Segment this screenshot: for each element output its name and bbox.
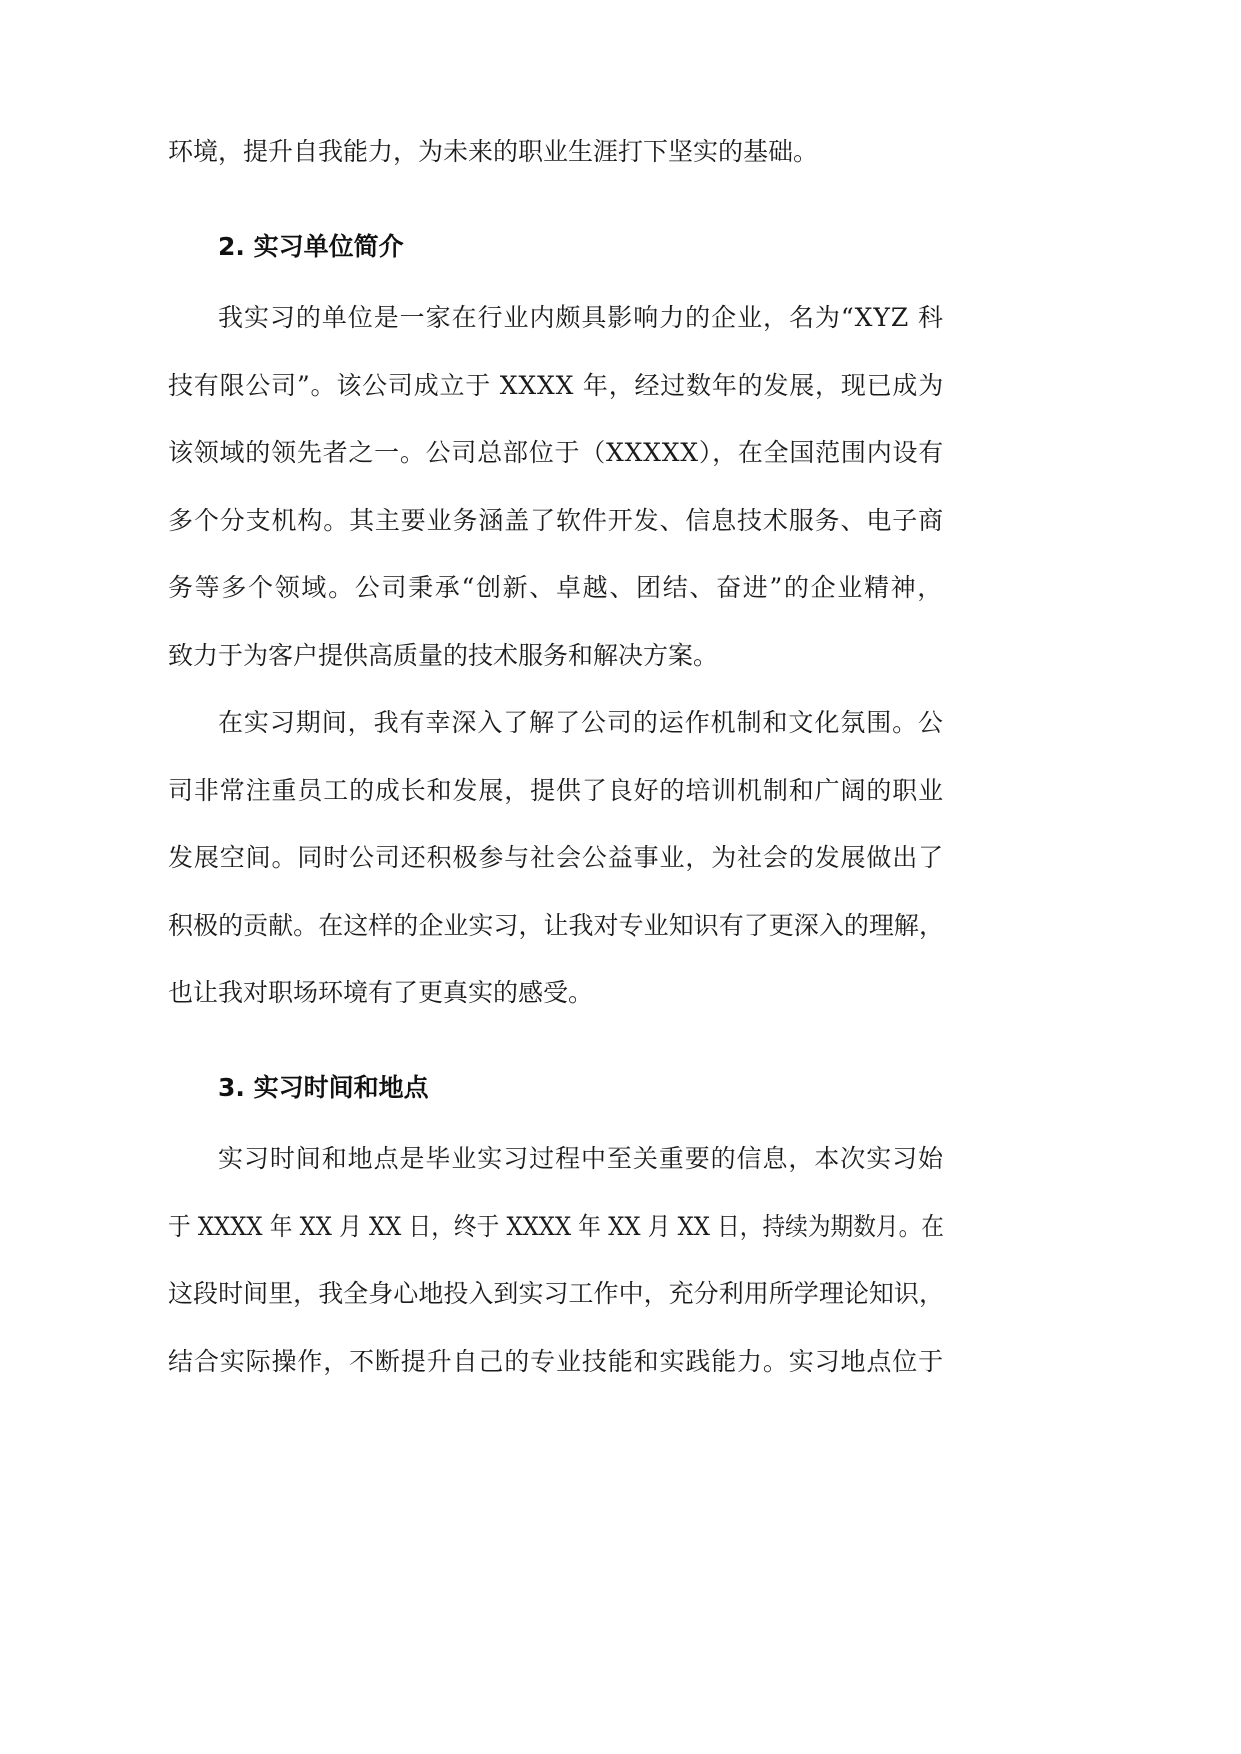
line-text: 我实习的单位是一家在行业内颇具影响力的企业，名为“XYZ 科: [218, 303, 944, 332]
text-line: [168, 487, 944, 555]
line-text: 结合实际操作，不断提升自己的专业技能和实践能力。实习地点位于: [168, 1346, 944, 1376]
text-line: [168, 554, 944, 622]
line-text: 于 XXXX 年 XX 月 XX 日，终于 XXXX 年 XX 月 XX 日，持续为期数月。在: [168, 1211, 944, 1241]
line-text: 司非常注重员工的成长和发展，提供了良好的培训机制和广阔的职业: [168, 775, 944, 805]
line-text: 实习时间和地点是毕业实习过程中至关重要的信息，本次实习始: [218, 1144, 944, 1173]
text-line: [168, 1125, 944, 1193]
continued-paragraph: [168, 118, 944, 186]
section-company-intro: [168, 213, 944, 1027]
text-line: [168, 1193, 944, 1261]
line-text: 环境，提升自我能力，为未来的职业生涯打下坚实的基础。: [168, 137, 819, 166]
line-text: 技有限公司”。该公司成立于 XXXX 年，经过数年的发展，现已成为: [168, 370, 944, 400]
document-body: [168, 118, 944, 1395]
line-text: 在实习期间，我有幸深入了解了公司的运作机制和文化氛围。公: [218, 708, 944, 737]
line-text: 积极的贡献。在这样的企业实习，让我对专业知识有了更深入的理解，: [168, 910, 944, 940]
text-line: [168, 689, 944, 757]
text-line: [168, 622, 944, 690]
text-line: [168, 284, 944, 352]
line-text: 务等多个领域。公司秉承“创新、卓越、团结、奋进”的企业精神，: [168, 573, 944, 602]
line-text: 多个分支机构。其主要业务涵盖了软件开发、信息技术服务、电子商: [168, 505, 944, 535]
text-line: [168, 1260, 944, 1328]
line-text: 该领域的领先者之一。公司总部位于（XXXXX），在全国范围内设有: [168, 438, 944, 467]
text-line: [168, 757, 944, 825]
text-line: [168, 959, 944, 1027]
text-line: [168, 1328, 944, 1396]
section-time-and-place: [168, 1054, 944, 1395]
text-line: [168, 824, 944, 892]
line-text: 发展空间。同时公司还积极参与社会公益事业，为社会的发展做出了: [168, 843, 944, 872]
text-line: [168, 118, 944, 186]
paragraph: [168, 689, 944, 1027]
text-line: [168, 419, 944, 487]
line-text: 致力于为客户提供高质量的技术服务和解决方案。: [168, 640, 719, 670]
paragraph: [168, 284, 944, 689]
section-heading: 3. 实习时间和地点: [218, 1073, 429, 1102]
section-heading: 2. 实习单位简介: [218, 232, 404, 261]
line-text: 这段时间里，我全身心地投入到实习工作中，充分利用所学理论知识，: [168, 1279, 944, 1308]
paragraph: [168, 1125, 944, 1395]
text-line: [168, 352, 944, 420]
line-text: 也让我对职场环境有了更真实的感受。: [168, 978, 594, 1007]
text-line: [168, 892, 944, 960]
